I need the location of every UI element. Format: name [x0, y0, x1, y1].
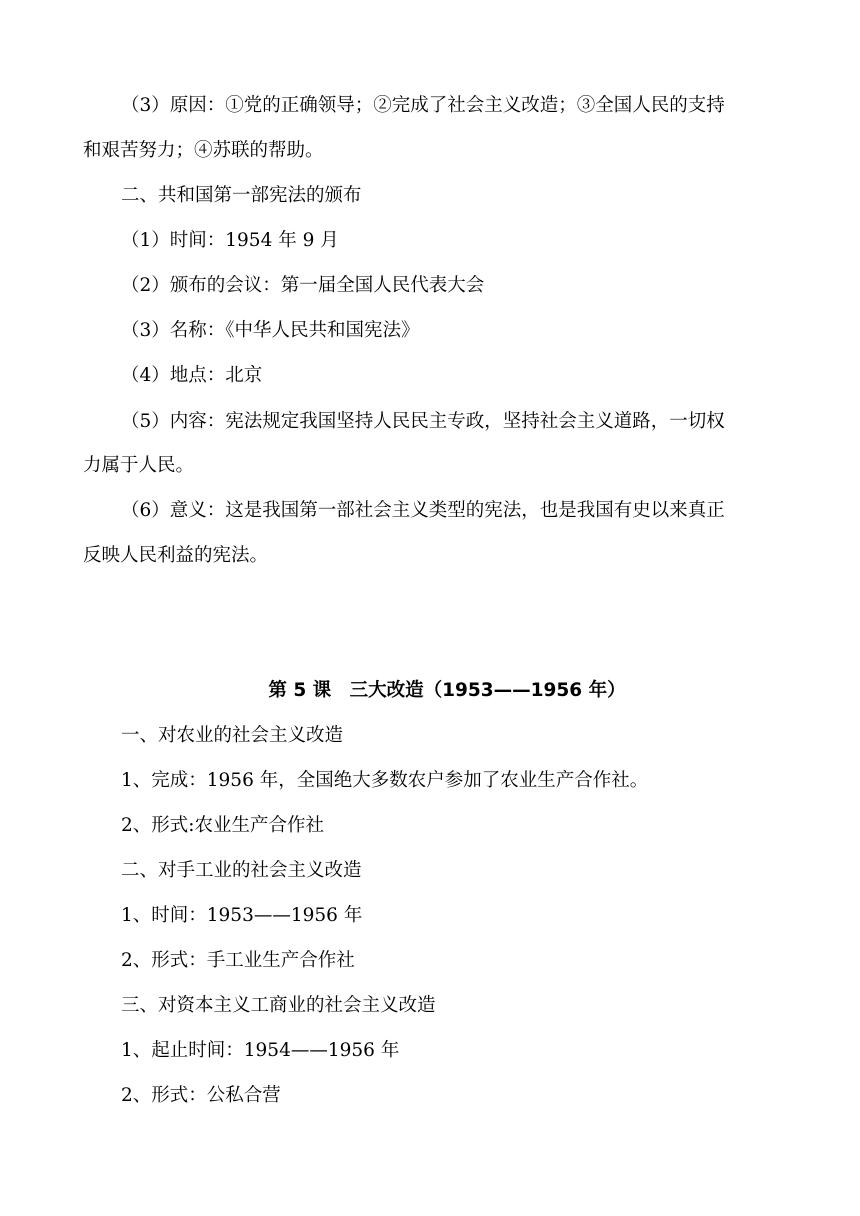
list-item-agriculture-completion: 1、完成：1956 年，全国绝大多数农户参加了农业生产合作社。 [121, 770, 649, 791]
section-heading-handicraft: 二、对手工业的社会主义改造 [121, 860, 362, 881]
list-item-commerce-form: 2、形式：公私合营 [121, 1085, 281, 1106]
list-item-significance-line1: （6）意义：这是我国第一部社会主义类型的宪法，也是我国有史以来真正 [121, 500, 725, 521]
list-item-meeting: （2）颁布的会议：第一届全国人民代表大会 [121, 275, 485, 296]
list-item-location: （4）地点：北京 [121, 365, 263, 386]
list-item-handicraft-form: 2、形式：手工业生产合作社 [121, 950, 355, 971]
list-item-time: （1）时间：1954 年 9 月 [121, 230, 339, 251]
section-heading-commerce: 三、对资本主义工商业的社会主义改造 [121, 995, 436, 1016]
list-item-name: （3）名称：《中华人民共和国宪法》 [121, 320, 420, 341]
list-item-content-line1: （5）内容：宪法规定我国坚持人民民主专政，坚持社会主义道路，一切权 [121, 411, 725, 432]
section-heading-constitution: 二、共和国第一部宪法的颁布 [121, 185, 362, 206]
paragraph-reasons-line1: （3）原因：①党的正确领导；②完成了社会主义改造；③全国人民的支持 [121, 95, 725, 116]
lesson-title [0, 677, 860, 705]
lesson-title-text: 第 5 课 三大改造（1953——1956 年） [268, 680, 626, 701]
list-item-significance-line2: 反映人民利益的宪法。 [83, 545, 269, 566]
paragraph-reasons-line2: 和艰苦努力；④苏联的帮助。 [83, 140, 324, 161]
list-item-content-line2: 力属于人民。 [83, 455, 195, 476]
list-item-commerce-time: 1、起止时间：1954——1956 年 [121, 1040, 400, 1061]
section-heading-agriculture: 一、对农业的社会主义改造 [121, 725, 344, 746]
list-item-agriculture-form: 2、形式:农业生产合作社 [121, 815, 325, 836]
list-item-handicraft-time: 1、时间：1953——1956 年 [121, 905, 363, 926]
